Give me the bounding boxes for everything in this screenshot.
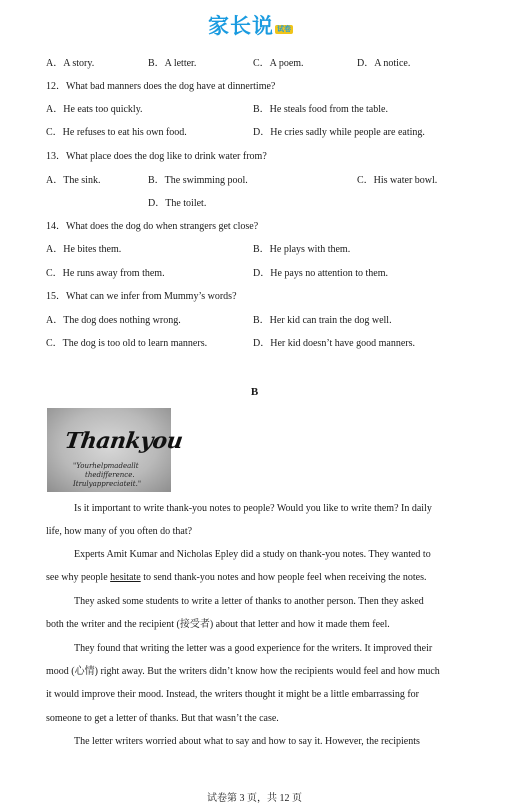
q13-option-b: B．The swimming pool. <box>148 175 248 186</box>
passage-p4-line2: mood (心情) right away. But the writers didn’t know how the recipients would feel and how much <box>46 666 440 677</box>
thank-you-image <box>47 408 185 492</box>
q11-option-c: C．A poem. <box>253 58 304 69</box>
q11-option-b: B．A letter. <box>148 58 197 69</box>
q15-option-c: C．The dog is too old to learn manners. <box>46 338 208 349</box>
passage-p3-line1: They asked some students to write a letter of thanks to another person. Then they asked <box>74 596 424 607</box>
thank-you-line-1: "Yourhelpmadeallt <box>73 462 139 470</box>
underlined-word: hesitate <box>110 572 141 583</box>
q12-question: 12．What bad manners does the dog have at dinnertime? <box>46 81 276 92</box>
q15-option-b: B．Her kid can train the dog well. <box>253 315 392 326</box>
thank-you-headline: Thankyou <box>63 428 185 454</box>
passage-p1-line1: Is it important to write thank-you notes to people? Would you like to write them? In daily <box>74 503 432 514</box>
q11-option-a: A．A story. <box>46 58 95 69</box>
passage-p2-pre: see why people <box>46 572 111 583</box>
q12-option-c: C．He refuses to eat his own food. <box>46 127 187 138</box>
q12-option-d: D．He cries sadly while people are eating. <box>253 127 425 138</box>
passage-p1-line2: life, how many of you often do that? <box>46 526 193 537</box>
page-footer: 试卷第 3 页，共 12 页 <box>207 793 302 804</box>
q12-option-b: B．He steals food from the table. <box>253 104 388 115</box>
section-title: B <box>250 386 259 398</box>
passage-p4-line3: it would improve their mood. Instead, the writers thought it might be a little embarrassing for <box>46 689 419 700</box>
q12-option-a: A．He eats too quickly. <box>46 104 143 115</box>
q13-option-a: A．The sink. <box>46 175 101 186</box>
passage-p4-line4: someone to get a letter of thanks. But that wasn’t the case. <box>46 713 279 724</box>
q14-question: 14．What does the dog do when strangers get close? <box>46 221 259 232</box>
passage-p3-line2: both the writer and the recipient (接受者) about that letter and how it made them feel. <box>46 619 390 630</box>
q14-option-a: A．He bites them. <box>46 244 122 255</box>
thank-you-line-2: thedifference. <box>85 471 135 479</box>
passage-p2-line2 <box>46 572 426 584</box>
logo-text: 家长说 <box>208 14 274 38</box>
passage-p5-line1: The letter writers worried about what to say and how to say it. However, the recipients <box>74 736 420 747</box>
passage-p4-line1: They found that writing the letter was a good experience for the writers. It improved their <box>74 643 433 654</box>
q15-question: 15．What can we infer from Mummy’s words? <box>46 291 237 302</box>
q14-option-c: C．He runs away from them. <box>46 268 165 279</box>
thank-you-line-3: Itrulyappreciateit." <box>73 480 142 488</box>
q13-question: 13．What place does the dog like to drink water from? <box>46 151 267 162</box>
q13-option-c: C．His water bowl. <box>357 175 438 186</box>
q15-option-a: A．The dog does nothing wrong. <box>46 315 181 326</box>
q14-option-b: B．He plays with them. <box>253 244 351 255</box>
q14-option-d: D．He pays no attention to them. <box>253 268 388 279</box>
q15-option-d: D．Her kid doesn’t have good manners. <box>253 338 416 349</box>
passage-p2-line1: Experts Amit Kumar and Nicholas Epley did a study on thank-you notes. They wanted to <box>74 549 431 560</box>
q11-option-d: D．A notice. <box>357 58 411 69</box>
passage-p2-post: to send thank-you notes and how people feel when receiving the notes. <box>140 572 427 583</box>
logo-badge: 试卷 <box>277 25 291 33</box>
q13-option-d: D．The toilet. <box>148 198 207 209</box>
site-logo <box>208 14 293 38</box>
